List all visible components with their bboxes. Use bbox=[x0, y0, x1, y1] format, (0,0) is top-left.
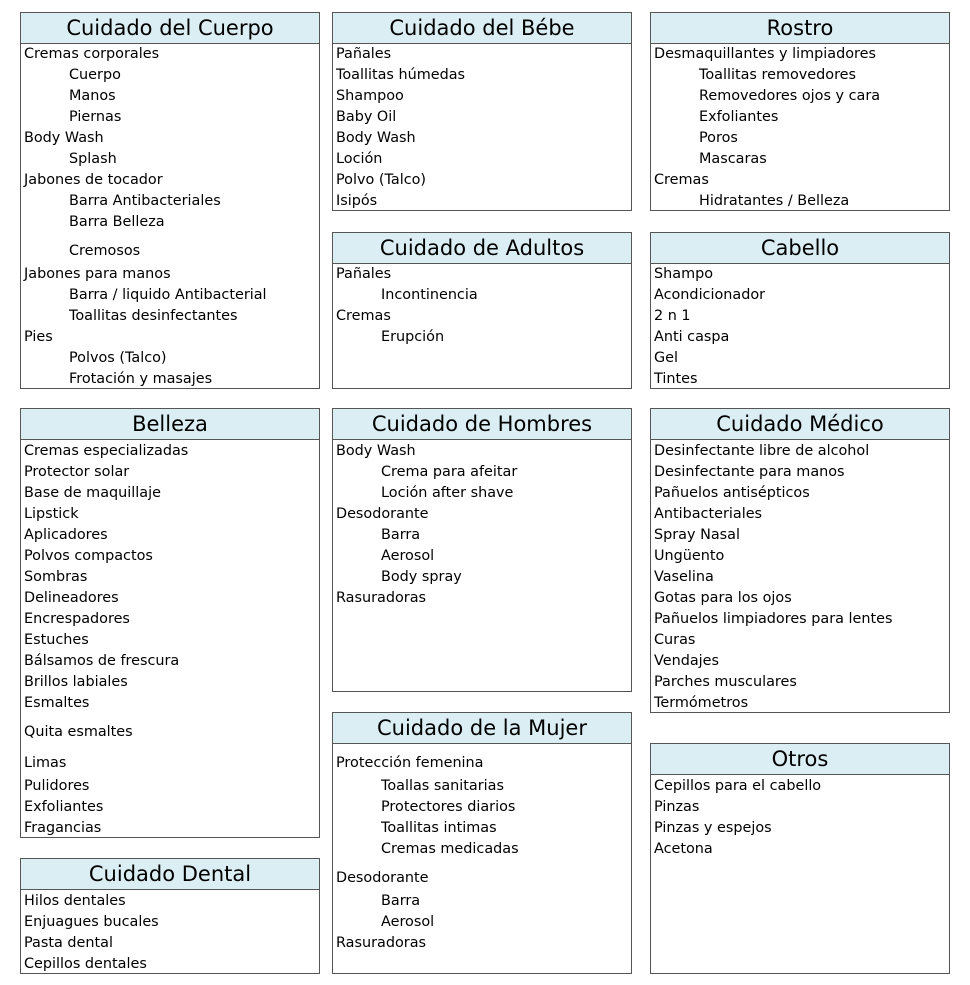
sub-item: Cremas medicadas bbox=[381, 840, 519, 857]
list-item: Pinzas bbox=[654, 798, 700, 815]
list-item: Desinfectante para manos bbox=[654, 463, 845, 480]
list-item: Esmaltes bbox=[24, 694, 90, 711]
list-item: Loción bbox=[336, 150, 383, 167]
list-item: Vaselina bbox=[654, 568, 714, 585]
list-item: Jabones de tocador bbox=[24, 171, 163, 188]
list-item: Jabones para manos bbox=[24, 265, 171, 282]
list-item: Polvo (Talco) bbox=[336, 171, 427, 188]
list-item: Rasuradoras bbox=[336, 934, 427, 951]
sub-item: Protectores diarios bbox=[381, 798, 516, 815]
sub-item: Crema para afeitar bbox=[381, 463, 518, 480]
sub-item: Barra Belleza bbox=[69, 213, 165, 230]
list-item: Vendajes bbox=[654, 652, 720, 669]
list-item: Cremas bbox=[336, 307, 391, 324]
list-item: Pulidores bbox=[24, 777, 90, 794]
list-item: Delineadores bbox=[24, 589, 119, 606]
list-item: Cepillos para el cabello bbox=[654, 777, 822, 794]
section-otros bbox=[650, 743, 950, 974]
sub-item: Aerosol bbox=[381, 913, 435, 930]
list-item: Body Wash bbox=[336, 129, 416, 146]
list-item: Base de maquillaje bbox=[24, 484, 161, 501]
list-item: Estuches bbox=[24, 631, 89, 648]
list-item: Gotas para los ojos bbox=[654, 589, 792, 606]
list-item: Cremas corporales bbox=[24, 45, 160, 62]
sub-item: Barra / liquido Antibacterial bbox=[69, 286, 267, 303]
list-item: Spray Nasal bbox=[654, 526, 740, 543]
section-cabello bbox=[650, 232, 950, 389]
list-item: Fragancias bbox=[24, 819, 102, 836]
list-item: Pinzas y espejos bbox=[654, 819, 772, 836]
section-title: Cuidado de Hombres bbox=[333, 409, 631, 440]
list-item: Desodorante bbox=[336, 505, 429, 522]
list-item: Anti caspa bbox=[654, 328, 730, 345]
sub-item: Toallas sanitarias bbox=[381, 777, 504, 794]
section-title: Cuidado del Cuerpo bbox=[21, 13, 319, 44]
section-medico bbox=[650, 408, 950, 713]
list-item: Antibacteriales bbox=[654, 505, 763, 522]
list-item: Gel bbox=[654, 349, 679, 366]
sub-item: Cuerpo bbox=[69, 66, 121, 83]
list-item: Quita esmaltes bbox=[24, 723, 133, 740]
sub-item: Removedores ojos y cara bbox=[699, 87, 881, 104]
sub-item: Hidratantes / Belleza bbox=[699, 192, 850, 209]
list-item: Pies bbox=[24, 328, 53, 345]
section-mujer bbox=[332, 712, 632, 974]
section-title: Rostro bbox=[651, 13, 949, 44]
sub-item: Loción after shave bbox=[381, 484, 514, 501]
section-cuerpo bbox=[20, 12, 320, 389]
list-item: Pasta dental bbox=[24, 934, 113, 951]
list-item: Termómetros bbox=[654, 694, 749, 711]
sub-item: Mascaras bbox=[699, 150, 767, 167]
section-title: Cuidado de Adultos bbox=[333, 233, 631, 264]
section-title: Cuidado Dental bbox=[21, 859, 319, 890]
sub-item: Barra Antibacteriales bbox=[69, 192, 221, 209]
list-item: Exfoliantes bbox=[24, 798, 104, 815]
list-item: Cremas bbox=[654, 171, 709, 188]
list-item: Encrespadores bbox=[24, 610, 130, 627]
section-belleza bbox=[20, 408, 320, 838]
sub-item: Polvos (Talco) bbox=[69, 349, 167, 366]
list-item: Pañuelos antisépticos bbox=[654, 484, 810, 501]
sub-item: Barra bbox=[381, 892, 421, 909]
list-item: 2 n 1 bbox=[654, 307, 691, 324]
list-item: Shampoo bbox=[336, 87, 404, 104]
list-item: Bálsamos de frescura bbox=[24, 652, 180, 669]
list-item: Desinfectante libre de alcohol bbox=[654, 442, 870, 459]
list-item: Pañales bbox=[336, 45, 392, 62]
list-item: Aplicadores bbox=[24, 526, 108, 543]
list-item: Protector solar bbox=[24, 463, 130, 480]
list-item: Pañuelos limpiadores para lentes bbox=[654, 610, 893, 627]
sub-item: Manos bbox=[69, 87, 116, 104]
list-item: Acondicionador bbox=[654, 286, 766, 303]
sub-item: Incontinencia bbox=[381, 286, 478, 303]
list-item: Isipós bbox=[336, 192, 378, 209]
list-item: Parches musculares bbox=[654, 673, 797, 690]
section-title: Belleza bbox=[21, 409, 319, 440]
list-item: Hilos dentales bbox=[24, 892, 126, 909]
list-item: Body Wash bbox=[336, 442, 416, 459]
section-title: Cabello bbox=[651, 233, 949, 264]
sub-item: Aerosol bbox=[381, 547, 435, 564]
list-item: Acetona bbox=[654, 840, 713, 857]
list-item: Lipstick bbox=[24, 505, 79, 522]
sub-item: Splash bbox=[69, 150, 117, 167]
sub-item: Toallitas desinfectantes bbox=[69, 307, 238, 324]
list-item: Shampo bbox=[654, 265, 714, 282]
list-item: Baby Oil bbox=[336, 108, 397, 125]
list-item: Toallitas húmedas bbox=[336, 66, 466, 83]
sub-item: Toallitas intimas bbox=[381, 819, 497, 836]
sub-item: Frotación y masajes bbox=[69, 370, 213, 387]
list-item: Sombras bbox=[24, 568, 88, 585]
list-item: Curas bbox=[654, 631, 696, 648]
list-item: Polvos compactos bbox=[24, 547, 153, 564]
list-item: Limas bbox=[24, 754, 67, 771]
section-title: Cuidado Médico bbox=[651, 409, 949, 440]
section-title: Cuidado de la Mujer bbox=[333, 713, 631, 744]
sub-item: Cremosos bbox=[69, 242, 141, 259]
sub-item: Barra bbox=[381, 526, 421, 543]
list-item: Brillos labiales bbox=[24, 673, 128, 690]
list-item: Tintes bbox=[654, 370, 698, 387]
section-hombres bbox=[332, 408, 632, 692]
list-item: Protección femenina bbox=[336, 754, 484, 771]
sub-item: Erupción bbox=[381, 328, 445, 345]
sub-item: Piernas bbox=[69, 108, 122, 125]
section-dental bbox=[20, 858, 320, 974]
section-rostro bbox=[650, 12, 950, 211]
list-item: Ungüento bbox=[654, 547, 725, 564]
list-item: Cepillos dentales bbox=[24, 955, 147, 972]
list-item: Enjuagues bucales bbox=[24, 913, 159, 930]
section-bebe bbox=[332, 12, 632, 211]
section-title: Cuidado del Bébe bbox=[333, 13, 631, 44]
section-adultos bbox=[332, 232, 632, 389]
sub-item: Poros bbox=[699, 129, 738, 146]
list-item: Body Wash bbox=[24, 129, 104, 146]
list-item: Desodorante bbox=[336, 869, 429, 886]
list-item: Rasuradoras bbox=[336, 589, 427, 606]
list-item: Cremas especializadas bbox=[24, 442, 189, 459]
list-item: Desmaquillantes y limpiadores bbox=[654, 45, 876, 62]
sub-item: Body spray bbox=[381, 568, 462, 585]
sub-item: Toallitas removedores bbox=[699, 66, 857, 83]
sub-item: Exfoliantes bbox=[699, 108, 779, 125]
list-item: Pañales bbox=[336, 265, 392, 282]
section-title: Otros bbox=[651, 744, 949, 775]
